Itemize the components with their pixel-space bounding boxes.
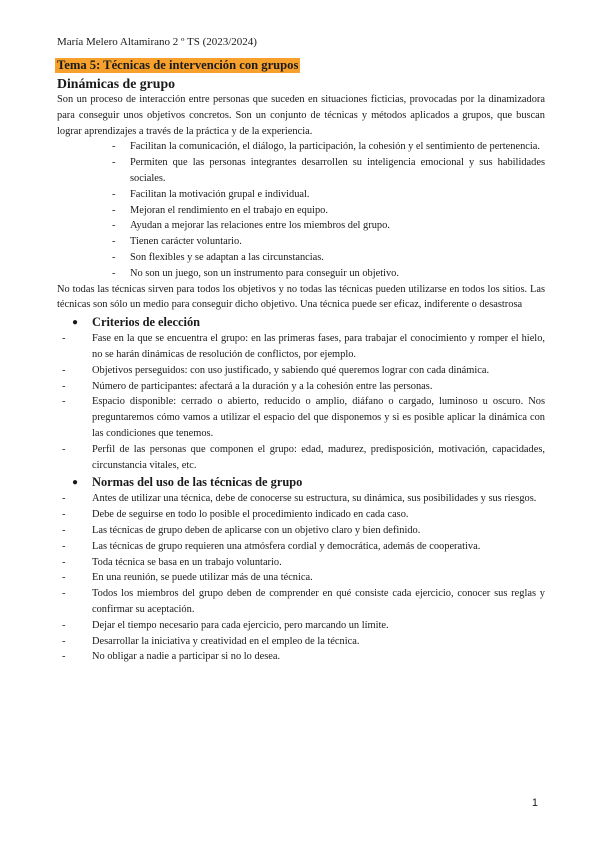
list-item: - No son un juego, son un instrumento para conseguir un objetivo. [112, 267, 399, 279]
list-item: - Debe de seguirse en todo lo posible el procedimiento indicado en cada caso. [62, 509, 409, 521]
list-item: - En una reunión, se puede utilizar más de una técnica. [62, 572, 313, 584]
topic-title-row [57, 56, 545, 74]
list-item: - Facilitan la motivación grupal e individual. [112, 188, 310, 200]
list-item: - Todos los miembros del grupo deben de comprender en qué consiste cada ejercicio, conocer sus reglas y confirmar su aceptación. [62, 588, 545, 615]
list-item: - Las técnicas de grupo deben de aplicarse con un objetivo claro y bien definido. [62, 524, 421, 536]
intro-paragraph: Son un proceso de interacción entre personas que suceden en situaciones ficticias, provocadas por la dinamizadora para conseguir unos objetivos concretos. Son un conjunto de técnicas y métodos aplicados a grupos, que buscan lograr aprendizajes a través de la práctica y de la experiencia. [57, 94, 545, 137]
list-item: - Mejoran el rendimiento en el trabajo en equipo. [112, 204, 328, 216]
list-item: - Ayudan a mejorar las relaciones entre los miembros del grupo. [112, 220, 390, 232]
list-item: - Fase en la que se encuentra el grupo: en las primeras fases, para trabajar el conocimiento y romper el hielo, no se harán dinámicas de resolución de conflictos, por ejemplo. [62, 333, 545, 360]
list-item: - Número de participantes: afectará a la duración y a la cohesión entre las personas. [62, 380, 433, 392]
page-number: 1 [531, 797, 538, 809]
list-item: - Las técnicas de grupo requieren una atmósfera cordial y democrática, además de cooperativa. [62, 540, 481, 552]
dinamicas-list [57, 139, 545, 281]
list-item: - Son flexibles y se adaptan a las circunstancias. [112, 251, 324, 263]
section-heading-dinamicas: Dinámicas de grupo [57, 76, 176, 91]
list-item: - Perfil de las personas que componen el grupo: edad, madurez, predisposición, motivación, capacidades, circunstancia vitales, etc. [62, 443, 545, 471]
list-item: - Desarrollar la iniciativa y creatividad en el empleo de la técnica. [62, 635, 360, 647]
topic-title: Tema 5: Técnicas de intervención con grupos [57, 58, 299, 72]
list-item: - Toda técnica se basa en un trabajo voluntario. [62, 556, 282, 568]
bullet-icon: ● [72, 477, 79, 489]
list-item: - No obligar a nadie a participar si no lo desea. [62, 651, 281, 663]
criterios-list [57, 331, 545, 473]
bullet-icon: ● [72, 317, 79, 329]
section-heading-criterios: ● Criterios de elección [72, 315, 201, 330]
outro-paragraph: No todas las técnicas sirven para todos los objetivos y no todas las técnicas pueden utilizarse en todos los sitios. Las técnicas son sólo un medio para conseguir dicho objetivo. Una técnica puede ser eficaz, indiferente o desastrosa [57, 283, 545, 311]
list-item: - Dejar el tiempo necesario para cada ejercicio, pero marcando un límite. [62, 619, 389, 631]
list-item: - Tienen carácter voluntario. [112, 236, 242, 248]
list-item: - Facilitan la comunicación, el diálogo, la participación, la cohesión y el sentimiento de pertenencia. [112, 141, 540, 153]
section-heading-normas: ● Normas del uso de las técnicas de grupo [72, 475, 303, 490]
page-header: María Melero Altamirano 2 º TS (2023/2024) [57, 36, 257, 48]
document-page [57, 36, 545, 665]
normas-list [57, 491, 545, 665]
list-item: - Permiten que las personas integrantes desarrollen su inteligencia emocional y sus habilidades sociales. [112, 157, 545, 184]
list-item: - Espacio disponible: cerrado o abierto, reducido o amplio, diáfano o cargado, luminoso u oscuro. Nos preguntaremos cómo vamos a utilizar el espacio del que disponemos y si es posible aplicar la dinámica con las condiciones que tenemos. [62, 396, 545, 439]
list-item: - Objetivos perseguidos: con uso justificado, y sabiendo qué queremos lograr con cada dinámica. [62, 364, 490, 376]
list-item: - Antes de utilizar una técnica, debe de conocerse su estructura, su dinámica, sus posibilidades y sus riesgos. [62, 493, 537, 505]
